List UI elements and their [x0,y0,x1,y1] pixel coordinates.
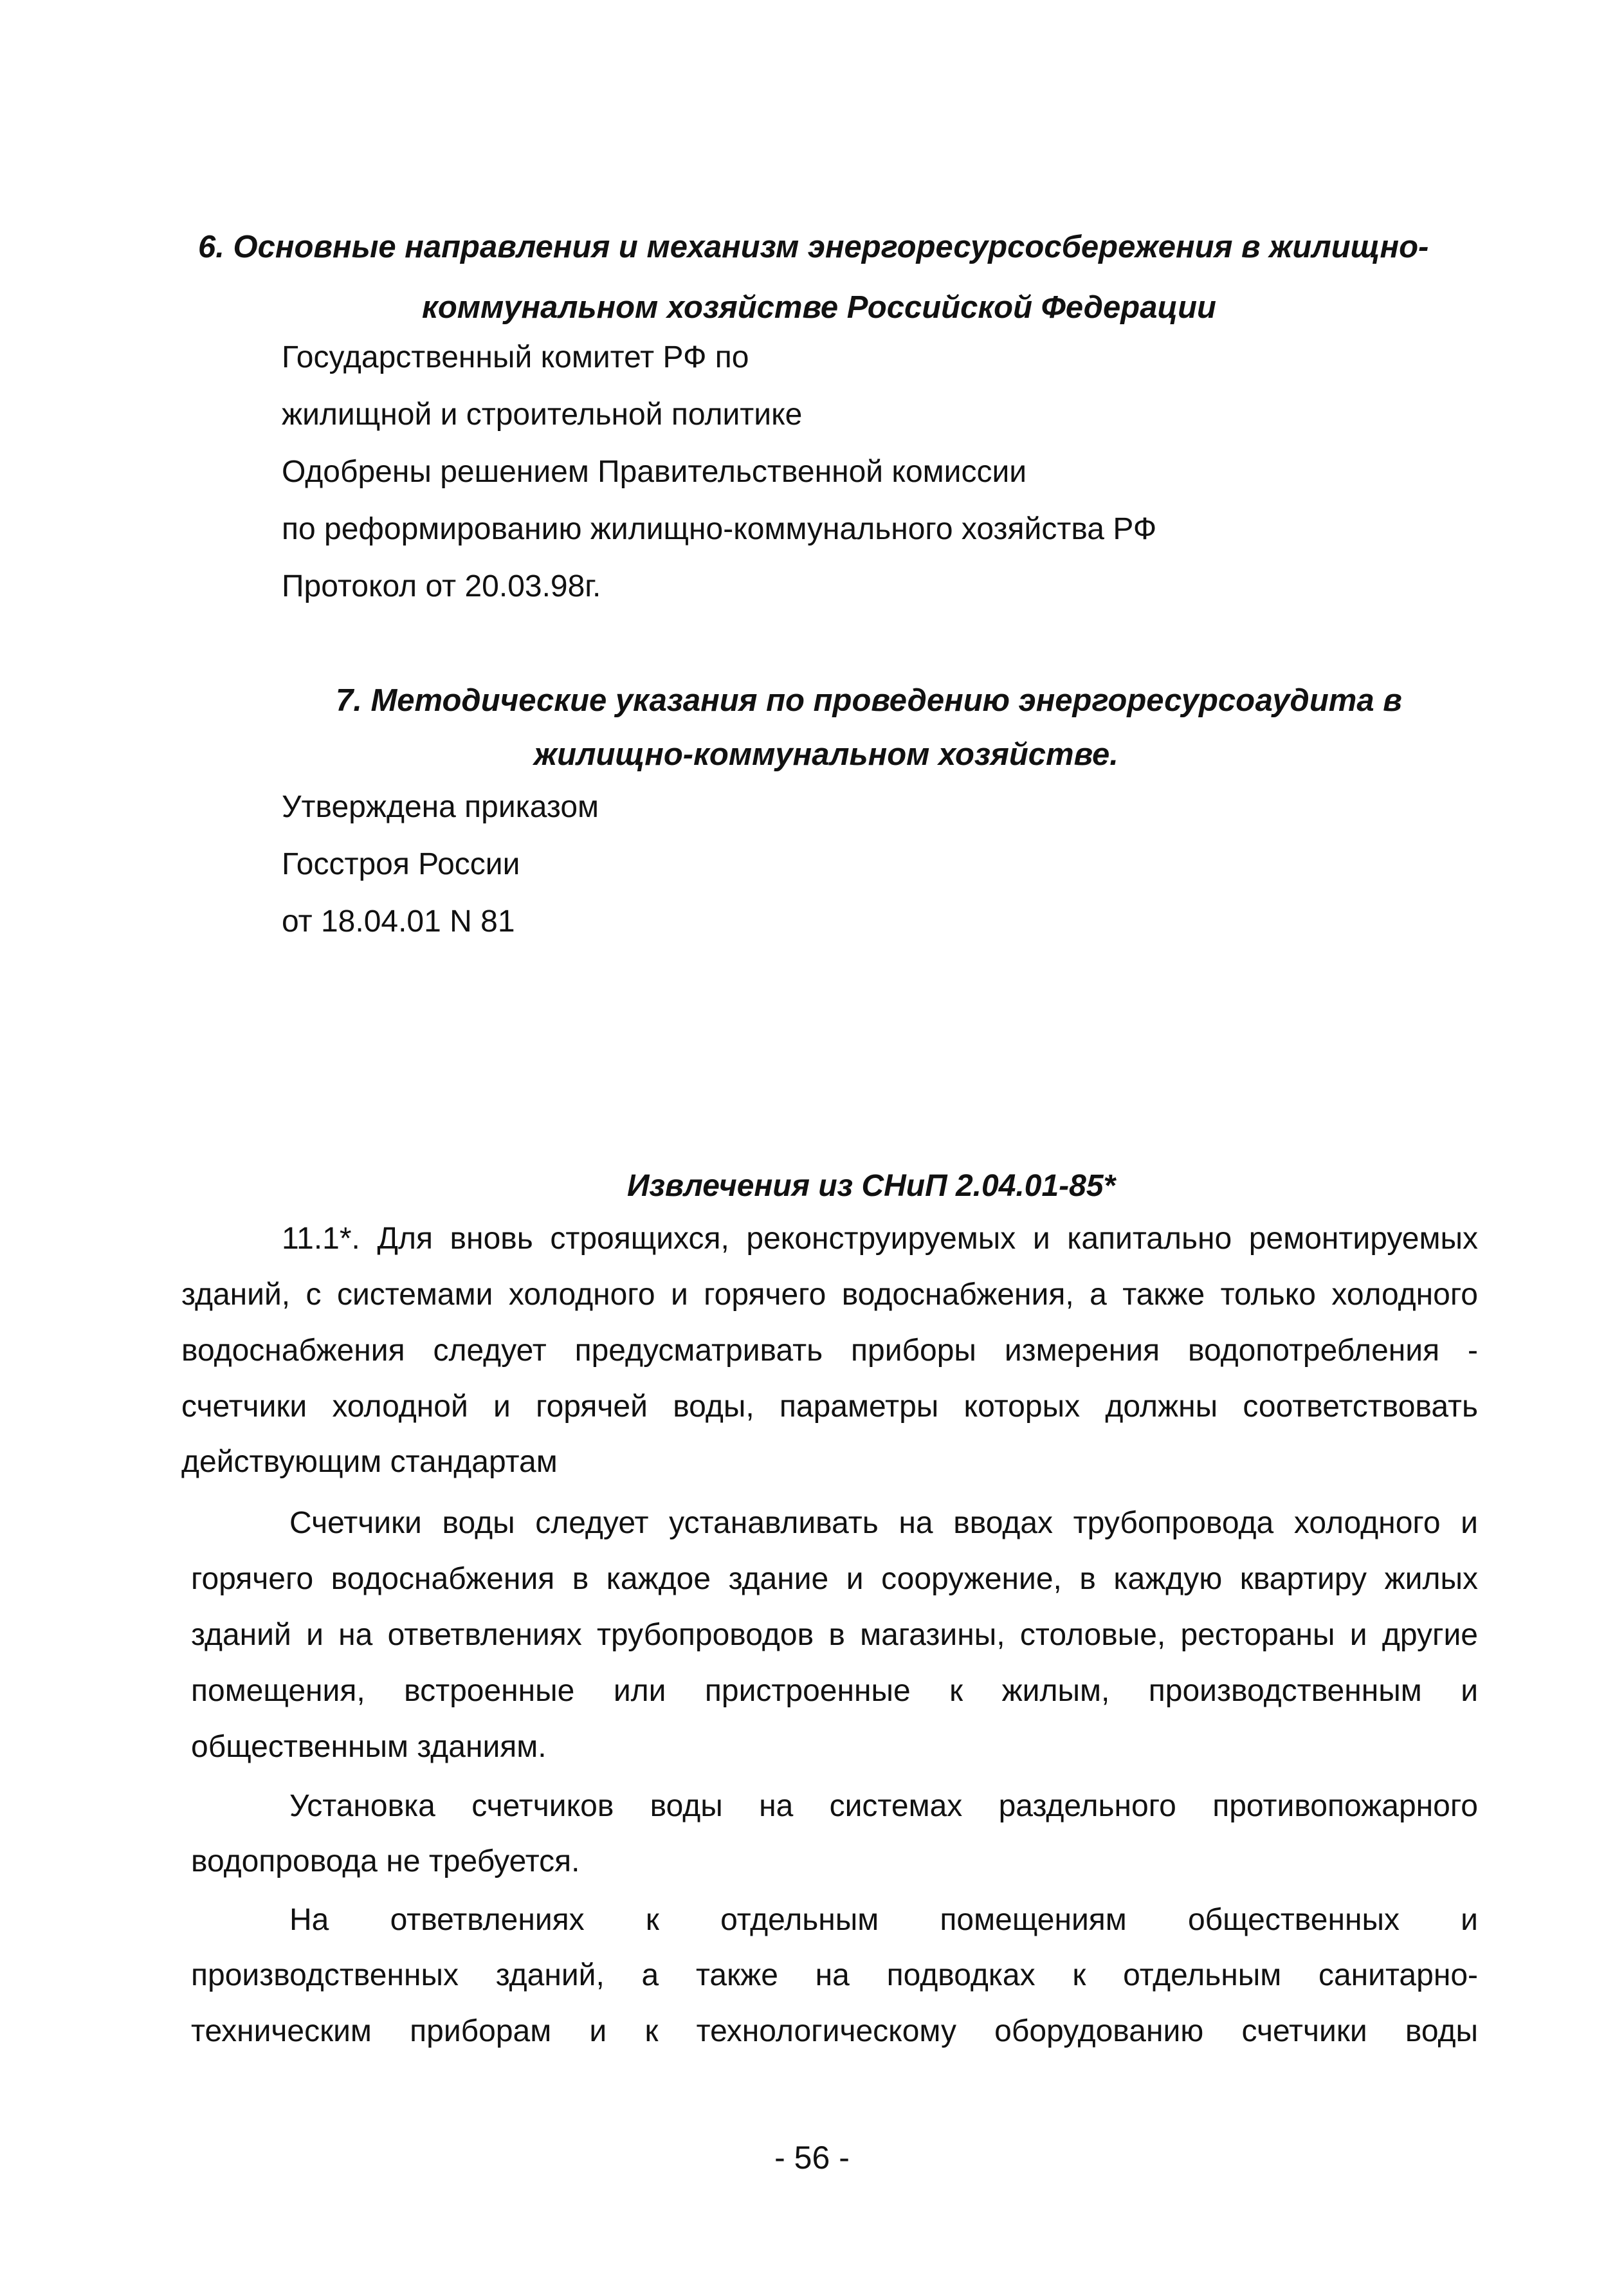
section-6-details [282,329,1156,615]
paragraph-line: счетчики холодной и горячей воды, параметры которых должны соответствовать [181,1390,1478,1424]
paragraph-line: общественным зданиям. [191,1730,547,1764]
section-7-title-line-1: 7. Методические указания по проведению энергоресурсоаудита в [336,683,1402,718]
paragraph-line: горячего водоснабжения в каждое здание и сооружение, в каждую квартиру жилых [191,1562,1478,1596]
paragraph-line: техническим приборам и к технологическому оборудованию счетчики воды [191,2014,1478,2048]
page-number: - 56 - [774,2140,850,2176]
paragraph-line: зданий, с системами холодного и горячего водоснабжения, а также только холодного [181,1278,1478,1312]
paragraph-line: производственных зданий, а также на подводках к отдельным санитарно- [191,1958,1478,1992]
paragraph-line: действующим стандартам [181,1445,558,1479]
detail-line: Утверждена приказом [282,790,599,824]
paragraph-line: Счетчики воды следует устанавливать на вводах трубопровода холодного и [289,1506,1478,1540]
detail-line: Протокол от 20.03.98г. [282,569,601,603]
paragraph-line: водоснабжения следует предусматривать приборы измерения водопотребления - [181,1334,1478,1368]
paragraph-line: 11.1*. Для вновь строящихся, реконструируемых и капитально ремонтируемых [282,1222,1478,1256]
detail-line: Одобрены решением Правительственной комиссии [282,455,1027,489]
section-7-details [282,778,599,950]
detail-line: жилищной и строительной политике [282,398,803,432]
detail-line: по реформированию жилищно-коммунального хозяйства РФ [282,512,1157,546]
paragraph-line: Установка счетчиков воды на системах раздельного противопожарного [289,1789,1478,1823]
detail-line: от 18.04.01 N 81 [282,904,515,939]
section-6-title-line-2: коммунальном хозяйстве Российской Федерации [422,290,1216,325]
paragraph-line: помещения, встроенные или пристроенные к жилым, производственным и [191,1674,1478,1708]
paragraph-line: На ответвлениях к отдельным помещениям общественных и [289,1903,1478,1937]
section-7-title-line-2: жилищно-коммунальном хозяйстве. [534,737,1118,772]
paragraph-line: водопровода не требуется. [191,1844,580,1878]
detail-line: Госстроя России [282,847,520,881]
detail-line: Государственный комитет РФ по [282,340,749,374]
paragraph-line: зданий и на ответвлениях трубопроводов в магазины, столовые, рестораны и другие [191,1618,1478,1652]
section-6-title-line-1: 6. Основные направления и механизм энергоресурсосбережения в жилищно- [198,230,1429,264]
extract-title: Извлечения из СНиП 2.04.01-85* [627,1169,1116,1203]
